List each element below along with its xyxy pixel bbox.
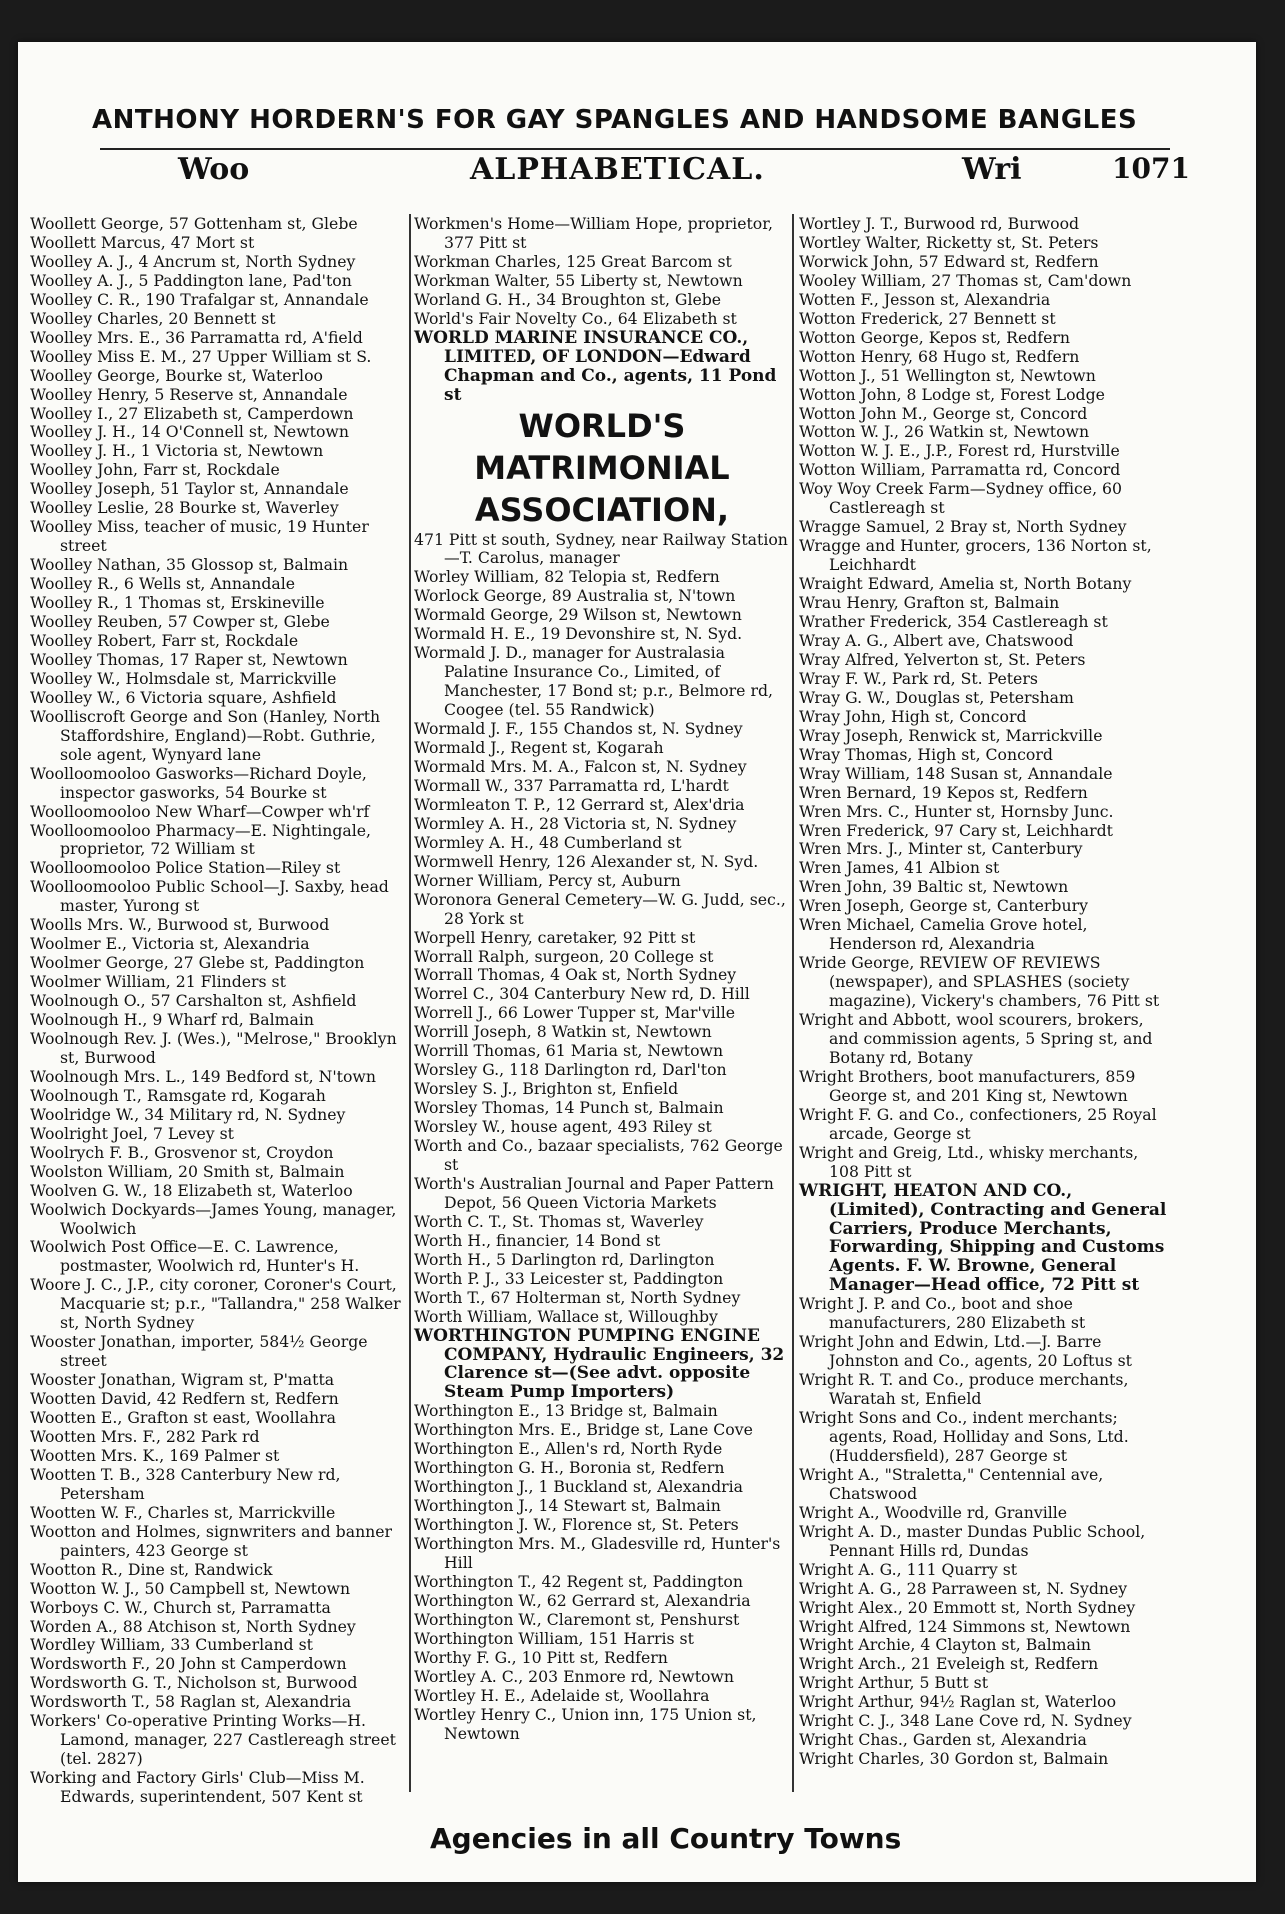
- directory-entry: Wren Frederick, 97 Cary st, Leichhardt: [799, 820, 1113, 840]
- footer-slogan: Agencies in all Country Towns: [430, 1822, 902, 1855]
- directory-entry: Wormald J., Regent st, Kogarah: [414, 738, 664, 758]
- directory-entry: Woolnough Mrs. L., 149 Bedford st, N'town: [30, 1066, 376, 1086]
- directory-entry: Wotton Frederick, 27 Bennett st: [799, 308, 1056, 328]
- directory-entry: Wootton R., Dine st, Randwick: [30, 1559, 273, 1579]
- directory-entry: Woolston William, 20 Smith st, Balmain: [30, 1161, 345, 1181]
- directory-entry: Woolnough H., 9 Wharf rd, Balmain: [30, 1010, 314, 1030]
- directory-entry: Woolloomooloo Public School—J. Saxby, head master, Yurong st: [30, 877, 389, 916]
- directory-entry: Wooley William, 27 Thomas st, Cam'down: [799, 270, 1132, 290]
- directory-entry: Woolnough O., 57 Carshalton st, Ashfield: [30, 991, 357, 1011]
- directory-entry: Wright and Greig, Ltd., whisky merchants, 108 Pitt st: [799, 1142, 1139, 1181]
- directory-entry: Woolley Joseph, 51 Taylor st, Annandale: [30, 479, 349, 499]
- directory-entry: Workman Walter, 55 Liberty st, Newtown: [414, 270, 743, 290]
- directory-entry: Woolley I., 27 Elizabeth st, Camperdown: [30, 403, 354, 423]
- directory-entry: Worrell J., 66 Lower Tupper st, Mar'ville: [414, 1003, 736, 1023]
- directory-entry: Wormald J. F., 155 Chandos st, N. Sydney: [414, 719, 743, 739]
- directory-entry: Wren John, 39 Baltic st, Newtown: [799, 877, 1069, 897]
- directory-entry: Woolmer E., Victoria st, Alexandria: [30, 934, 310, 954]
- directory-entry: Worth's Australian Journal and Paper Pattern Depot, 56 Queen Victoria Markets: [414, 1173, 774, 1212]
- directory-entry: Woolrych F. B., Grosvenor st, Croydon: [30, 1142, 334, 1162]
- directory-entry: Woolmer William, 21 Flinders st: [30, 972, 286, 992]
- directory-entry: Wright Arch., 21 Eveleigh st, Redfern: [799, 1654, 1099, 1674]
- directory-entry: Wormald H. E., 19 Devonshire st, N. Syd.: [414, 624, 743, 644]
- directory-entry: Worley William, 82 Telopia st, Redfern: [414, 567, 720, 587]
- directory-entry: Worthington E., 13 Bridge st, Balmain: [414, 1401, 718, 1421]
- directory-entry: Woolley Miss, teacher of music, 19 Hunter street: [30, 517, 369, 556]
- directory-entry: Wortley Henry C., Union inn, 175 Union st, Newtown: [414, 1704, 757, 1743]
- directory-entry: Worthington T., 42 Regent st, Paddington: [414, 1571, 743, 1591]
- directory-entry: Wraight Edward, Amelia st, North Botany: [799, 574, 1132, 594]
- page-number: 1071: [1112, 152, 1190, 185]
- directory-entry: Woolley C. R., 190 Trafalgar st, Annandale: [30, 289, 369, 309]
- directory-entry: Worboys C. W., Church st, Parramatta: [30, 1597, 331, 1617]
- directory-entry: Wren James, 41 Albion st: [799, 858, 1000, 878]
- directory-entry: Woolley Charles, 20 Bennett st: [30, 308, 276, 328]
- directory-entry: Wragge and Hunter, grocers, 136 Norton st, Leichhardt: [799, 536, 1152, 575]
- directory-entry: Wright F. G. and Co., confectioners, 25 Royal arcade, George st: [799, 1104, 1157, 1143]
- directory-entry: Wordsworth F., 20 John st Camperdown: [30, 1654, 347, 1674]
- directory-entry: Worth William, Wallace st, Willoughby: [414, 1306, 718, 1326]
- directory-entry: World's Fair Novelty Co., 64 Elizabeth st: [414, 308, 737, 328]
- directory-entry: Worrill Joseph, 8 Watkin st, Newtown: [414, 1022, 712, 1042]
- directory-entry: Woolright Joel, 7 Levey st: [30, 1123, 234, 1143]
- directory-entry: Wright Arthur, 5 Butt st: [799, 1673, 989, 1693]
- directory-entry: Wray A. G., Albert ave, Chatswood: [799, 630, 1074, 650]
- directory-entry: Wootten E., Grafton st east, Woollahra: [30, 1408, 336, 1428]
- directory-entry: Wormley A. H., 48 Cumberland st: [414, 832, 682, 852]
- directory-entry: Worsley Thomas, 14 Punch st, Balmain: [414, 1098, 724, 1118]
- directory-entry: Woronora General Cemetery—W. G. Judd, sec., 28 York st: [414, 889, 786, 928]
- directory-entry: Worth and Co., bazaar specialists, 762 George st: [414, 1136, 783, 1174]
- directory-entry: Worthington E., Allen's rd, North Ryde: [414, 1439, 723, 1459]
- directory-entry: Woolloomooloo Gasworks—Richard Doyle, inspector gasworks, 54 Bourke st: [30, 763, 367, 802]
- directory-entry: Woore J. C., J.P., city coroner, Coroner's Court, Macquarie st; p.r., "Tallandra," 258 Walker st, North Sydney: [30, 1275, 401, 1333]
- directory-entry: Woolley J. H., 1 Victoria st, Newtown: [30, 441, 324, 461]
- directory-entry: Worthington Mrs. E., Bridge st, Lane Cove: [414, 1420, 753, 1440]
- directory-entry: Worsley G., 118 Darlington rd, Darl'ton: [414, 1060, 727, 1080]
- directory-entry: Worrall Thomas, 4 Oak st, North Sydney: [414, 965, 737, 985]
- directory-entry: Wotton William, Parramatta rd, Concord: [799, 460, 1121, 480]
- directory-entry: Wren Mrs. J., Minter st, Canterbury: [799, 839, 1083, 859]
- directory-entry: Woolley Robert, Farr st, Rockdale: [30, 630, 299, 650]
- directory-entry: Worthington William, 151 Harris st: [414, 1628, 694, 1648]
- directory-entry: Wootten David, 42 Redfern st, Redfern: [30, 1389, 339, 1409]
- directory-entry: Worden A., 88 Atchison st, North Sydney: [30, 1616, 356, 1636]
- directory-entry: Wotton John, 8 Lodge st, Forest Lodge: [799, 384, 1105, 404]
- directory-entry: Wormald Mrs. M. A., Falcon st, N. Sydney: [414, 756, 747, 776]
- directory-entry: Woolnough T., Ramsgate rd, Kogarah: [30, 1085, 326, 1105]
- directory-entry: Wormald George, 29 Wilson st, Newtown: [414, 605, 742, 625]
- directory-entry: Wortley A. C., 203 Enmore rd, Newtown: [414, 1666, 734, 1686]
- directory-entry: Woolwich Dockyards—James Young, manager, Woolwich: [30, 1199, 397, 1238]
- directory-entry: Wootton and Holmes, signwriters and banner painters, 423 George st: [30, 1521, 393, 1560]
- directory-entry: Wootten Mrs. F., 282 Park rd: [30, 1427, 260, 1446]
- directory-entry: Wright Sons and Co., indent merchants; agents, Road, Holliday and Sons, Ltd. (Huddersfield), 287 George st: [799, 1408, 1129, 1465]
- directory-entry: Worland G. H., 34 Broughton st, Glebe: [414, 289, 722, 309]
- column-divider: [409, 214, 411, 1792]
- directory-entry: Wright A. D., master Dundas Public School, Pennant Hills rd, Dundas: [799, 1521, 1146, 1560]
- directory-entry: Wren Michael, Camelia Grove hotel, Henderson rd, Alexandria: [799, 915, 1088, 954]
- directory-entry: Wren Joseph, George st, Canterbury: [799, 896, 1088, 916]
- directory-entry: Wormwell Henry, 126 Alexander st, N. Syd.: [414, 851, 759, 871]
- directory-entry: Wootten Mrs. K., 169 Palmer st: [30, 1445, 280, 1465]
- directory-entry: Woollett Marcus, 47 Mort st: [30, 232, 255, 252]
- directory-entry: Wormley A. H., 28 Victoria st, N. Sydney: [414, 813, 737, 833]
- directory-entry: Woolley George, Bourke st, Waterloo: [30, 365, 323, 385]
- directory-entry: Wright John and Edwin, Ltd.—J. Barre Johnston and Co., agents, 20 Loftus st: [799, 1332, 1132, 1371]
- directory-entry: Wright Arthur, 94½ Raglan st, Waterloo: [799, 1692, 1117, 1712]
- display-advertisement-entry: WORTHINGTON PUMPING ENGINE COMPANY, Hydraulic Engineers, 32 Clarence st—(See advt. opposite Steam Pump Importers): [414, 1325, 785, 1403]
- directory-column-1: [30, 215, 408, 1807]
- directory-entry: 471 Pitt st south, Sydney, near Railway Station—T. Carolus, manager: [414, 529, 788, 568]
- directory-entry: Wright Alfred, 124 Simmons st, Newtown: [799, 1616, 1131, 1636]
- directory-entry: Worsley W., house agent, 493 Riley st: [414, 1117, 712, 1137]
- directory-entry: Wright Charles, 30 Gordon st, Balmain: [799, 1749, 1109, 1769]
- directory-entry: Wray John, High st, Concord: [799, 706, 1027, 726]
- directory-entry: Workers' Co-operative Printing Works—H. Lamond, manager, 227 Castlereagh street (tel. 2827): [30, 1711, 396, 1769]
- directory-column-3: [799, 215, 1173, 1769]
- directory-entry: Wright Archie, 4 Clayton st, Balmain: [799, 1635, 1091, 1655]
- directory-entry: Worth H., 5 Darlington rd, Darlington: [414, 1249, 715, 1269]
- directory-entry: Worthington W., Claremont st, Penshurst: [414, 1609, 740, 1629]
- directory-entry: Wright A. G., 28 Parraween st, N. Sydney: [799, 1578, 1128, 1598]
- directory-entry: Woolley Henry, 5 Reserve st, Annandale: [30, 384, 348, 404]
- directory-entry: Woolley Reuben, 57 Cowper st, Glebe: [30, 612, 330, 632]
- directory-entry: Woolley Miss E. M., 27 Upper William st S.: [30, 346, 372, 366]
- running-head-last-word: Wri: [962, 152, 1022, 187]
- directory-entry: Worthington J. W., Florence st, St. Peters: [414, 1515, 739, 1535]
- directory-entry: Wray G. W., Douglas st, Petersham: [799, 687, 1074, 707]
- directory-entry: Worth C. T., St. Thomas st, Waverley: [414, 1211, 704, 1231]
- directory-entry: Woolley Mrs. E., 36 Parramatta rd, A'field: [30, 327, 363, 347]
- directory-entry: Wotton John M., George st, Concord: [799, 403, 1088, 423]
- directory-entry: Wotton George, Kepos st, Redfern: [799, 327, 1070, 347]
- directory-entry: Woolls Mrs. W., Burwood st, Burwood: [30, 915, 330, 935]
- directory-entry: Wright Brothers, boot manufacturers, 859 George st, and 201 King st, Newtown: [799, 1066, 1136, 1105]
- directory-entry: Worrall Ralph, surgeon, 20 College st: [414, 946, 714, 966]
- directory-entry: Wright Alex., 20 Emmott st, North Sydney: [799, 1597, 1136, 1617]
- directory-entry: Woolley R., 1 Thomas st, Erskineville: [30, 593, 325, 613]
- directory-entry: Woolmer George, 27 Glebe st, Paddington: [30, 953, 365, 973]
- directory-entry: Woolley W., 6 Victoria square, Ashfield: [30, 687, 337, 707]
- directory-entry: Worrill Thomas, 61 Maria st, Newtown: [414, 1041, 724, 1061]
- directory-entry: Worthington J., 1 Buckland st, Alexandria: [414, 1477, 744, 1497]
- directory-entry: Wotton J., 51 Wellington st, Newtown: [799, 365, 1096, 385]
- directory-column-2: [414, 215, 790, 1744]
- directory-entry: Woolven G. W., 18 Elizabeth st, Waterloo: [30, 1180, 353, 1200]
- directory-entry: Wright A. G., 111 Quarry st: [799, 1559, 1018, 1579]
- directory-entry: Woolley A. J., 4 Ancrum st, North Sydney: [30, 251, 356, 271]
- directory-entry: Wootten W. F., Charles st, Marrickville: [30, 1502, 336, 1522]
- directory-entry: Wormall W., 337 Parramatta rd, L'hardt: [414, 775, 729, 795]
- directory-entry: Worpell Henry, caretaker, 92 Pitt st: [414, 927, 696, 947]
- directory-entry: Wride George, REVIEW OF REVIEWS (newspaper), and SPLASHES (society magazine), Vickery's chambers, 76 Pitt st: [799, 953, 1160, 1011]
- directory-entry: Worlock George, 89 Australia st, N'town: [414, 586, 736, 606]
- directory-entry: Woolley Thomas, 17 Raper st, Newtown: [30, 649, 348, 669]
- directory-entry: Worthington J., 14 Stewart st, Balmain: [414, 1496, 721, 1516]
- directory-entry: Wray Alfred, Yelverton st, St. Peters: [799, 649, 1086, 669]
- directory-entry: Woolwich Post Office—E. C. Lawrence, postmaster, Woolwich rd, Hunter's H.: [30, 1237, 360, 1276]
- directory-entry: Wordley William, 33 Cumberland st: [30, 1635, 313, 1655]
- directory-entry: Worth P. J., 33 Leicester st, Paddington: [414, 1268, 724, 1288]
- directory-entry: Woolliscroft George and Son (Hanley, North Staffordshire, England)—Robt. Guthrie, sole agent, Wynyard lane: [30, 706, 381, 764]
- directory-entry: Woolley A. J., 5 Paddington lane, Pad'ton: [30, 270, 352, 290]
- display-advertisement-entry: WORLD MARINE INSURANCE CO., LIMITED, OF LONDON—Edward Chapman and Co., agents, 11 Pond st: [414, 327, 777, 405]
- header-rule: [100, 148, 1170, 150]
- directory-entry: Woy Woy Creek Farm—Sydney office, 60 Castlereagh st: [799, 479, 1123, 518]
- directory-entry: Wright A., "Straletta," Centennial ave, Chatswood: [799, 1464, 1104, 1503]
- directory-entry: Wray F. W., Park rd, St. Peters: [799, 668, 1038, 688]
- directory-entry: Wotton Henry, 68 Hugo st, Redfern: [799, 346, 1080, 366]
- directory-entry: Working and Factory Girls' Club—Miss M. Edwards, superintendent, 507 Kent st: [30, 1768, 365, 1807]
- directory-entry: Wotton W. J. E., J.P., Forest rd, Hurstville: [799, 441, 1120, 461]
- directory-entry: Wray Thomas, High st, Concord: [799, 744, 1053, 764]
- directory-entry: Woolnough Rev. J. (Wes.), "Melrose," Brooklyn st, Burwood: [30, 1028, 397, 1067]
- directory-entry: Wren Bernard, 19 Kepos st, Redfern: [799, 782, 1088, 802]
- directory-entry: Wooster Jonathan, Wigram st, P'matta: [30, 1370, 335, 1390]
- directory-entry: Wright R. T. and Co., produce merchants, Waratah st, Enfield: [799, 1370, 1129, 1409]
- directory-entry: Worsley S. J., Brighton st, Enfield: [414, 1079, 679, 1099]
- directory-entry: Woolley J. H., 14 O'Connell st, Newtown: [30, 422, 349, 442]
- directory-entry: Wright Chas., Garden st, Alexandria: [799, 1730, 1087, 1750]
- directory-entry: Wright J. P. and Co., boot and shoe manufacturers, 280 Elizabeth st: [799, 1294, 1086, 1333]
- directory-entry: Worth H., financier, 14 Bond st: [414, 1230, 661, 1250]
- running-head-title: ALPHABETICAL.: [470, 152, 765, 187]
- directory-entry: Woolloomooloo Pharmacy—E. Nightingale, proprietor, 72 William st: [30, 820, 372, 859]
- directory-entry: Worthington W., 62 Gerrard st, Alexandria: [414, 1590, 751, 1610]
- directory-entry: Woolley R., 6 Wells st, Annandale: [30, 574, 296, 594]
- directory-entry: Wordsworth T., 58 Raglan st, Alexandria: [30, 1692, 352, 1712]
- directory-entry: Wordsworth G. T., Nicholson st, Burwood: [30, 1673, 358, 1693]
- directory-entry: Worth T., 67 Holterman st, North Sydney: [414, 1287, 741, 1307]
- directory-entry: Woolloomooloo New Wharf—Cowper wh'rf: [30, 801, 370, 821]
- display-advertisement-heading: WORLD'S MATRIMONIAL ASSOCIATION,: [474, 406, 730, 529]
- display-advertisement-entry: WRIGHT, HEATON AND CO., (Limited), Contracting and General Carriers, Produce Merchants, Forwarding, Shipping and Customs Agents. F. W. Browne, General Manager—Head office, 72 Pitt st: [799, 1180, 1167, 1296]
- directory-entry: Workman Charles, 125 Great Barcom st: [414, 251, 732, 271]
- directory-entry: Wooster Jonathan, importer, 584½ George street: [30, 1332, 368, 1371]
- directory-entry: Wright A., Woodville rd, Granville: [799, 1502, 1068, 1522]
- directory-entry: Wotton W. J., 26 Watkin st, Newtown: [799, 422, 1090, 442]
- advertisement-banner: ANTHONY HORDERN'S FOR GAY SPANGLES AND HANDSOME BANGLES: [92, 105, 1138, 135]
- directory-entry: Wotten F., Jesson st, Alexandria: [799, 289, 1051, 309]
- directory-entry: Worner William, Percy st, Auburn: [414, 870, 681, 890]
- directory-entry: Wortley H. E., Adelaide st, Woollahra: [414, 1685, 710, 1705]
- directory-entry: Wray Joseph, Renwick st, Marrickville: [799, 725, 1103, 745]
- directory-entry: Wright and Abbott, wool scourers, brokers, and commission agents, 5 Spring st, and Botany rd, Botany: [799, 1010, 1153, 1067]
- directory-entry: Worthington G. H., Boronia st, Redfern: [414, 1458, 725, 1478]
- directory-entry: Worwick John, 57 Edward st, Redfern: [799, 251, 1099, 271]
- directory-entry: Worthy F. G., 10 Pitt st, Redfern: [414, 1647, 668, 1667]
- running-head-first-word: Woo: [178, 152, 250, 187]
- directory-entry: Wren Mrs. C., Hunter st, Hornsby Junc.: [799, 801, 1114, 821]
- directory-entry: Wray William, 148 Susan st, Annandale: [799, 763, 1113, 783]
- directory-entry: Woolley W., Holmsdale st, Marrickville: [30, 668, 337, 688]
- directory-entry: Worrel C., 304 Canterbury New rd, D. Hill: [414, 984, 750, 1004]
- directory-entry: Workmen's Home—William Hope, proprietor, 377 Pitt st: [414, 214, 773, 252]
- directory-entry: Wrather Frederick, 354 Castlereagh st: [799, 612, 1108, 632]
- directory-entry: Wootton W. J., 50 Campbell st, Newtown: [30, 1578, 351, 1598]
- directory-entry: Woolley Nathan, 35 Glossop st, Balmain: [30, 555, 349, 575]
- directory-entry: Wright C. J., 348 Lane Cove rd, N. Sydney: [799, 1711, 1132, 1731]
- directory-entry: Woolloomooloo Police Station—Riley st: [30, 858, 341, 878]
- directory-entry: Wortley Walter, Ricketty st, St. Peters: [799, 232, 1099, 252]
- directory-entry: Wormleaton T. P., 12 Gerrard st, Alex'dria: [414, 794, 745, 814]
- directory-entry: Wrau Henry, Grafton st, Balmain: [799, 593, 1060, 613]
- directory-entry: Woolley Leslie, 28 Bourke st, Waverley: [30, 498, 339, 518]
- directory-entry: Woollett George, 57 Gottenham st, Glebe: [30, 214, 358, 233]
- directory-entry: Wormald J. D., manager for Australasia Palatine Insurance Co., Limited, of Manchester, 17 Bond st; p.r., Belmore rd, Coogee (tel. 55 Randwick): [414, 643, 773, 720]
- directory-entry: Woolley John, Farr st, Rockdale: [30, 460, 280, 480]
- directory-entry: Worthington Mrs. M., Gladesville rd, Hunter's Hill: [414, 1534, 781, 1572]
- directory-entry: Wootten T. B., 328 Canterbury New rd, Petersham: [30, 1464, 341, 1503]
- column-divider: [792, 214, 794, 1792]
- directory-entry: Wortley J. T., Burwood rd, Burwood: [799, 214, 1080, 233]
- directory-entry: Woolridge W., 34 Military rd, N. Sydney: [30, 1104, 346, 1124]
- directory-entry: Wragge Samuel, 2 Bray st, North Sydney: [799, 517, 1127, 537]
